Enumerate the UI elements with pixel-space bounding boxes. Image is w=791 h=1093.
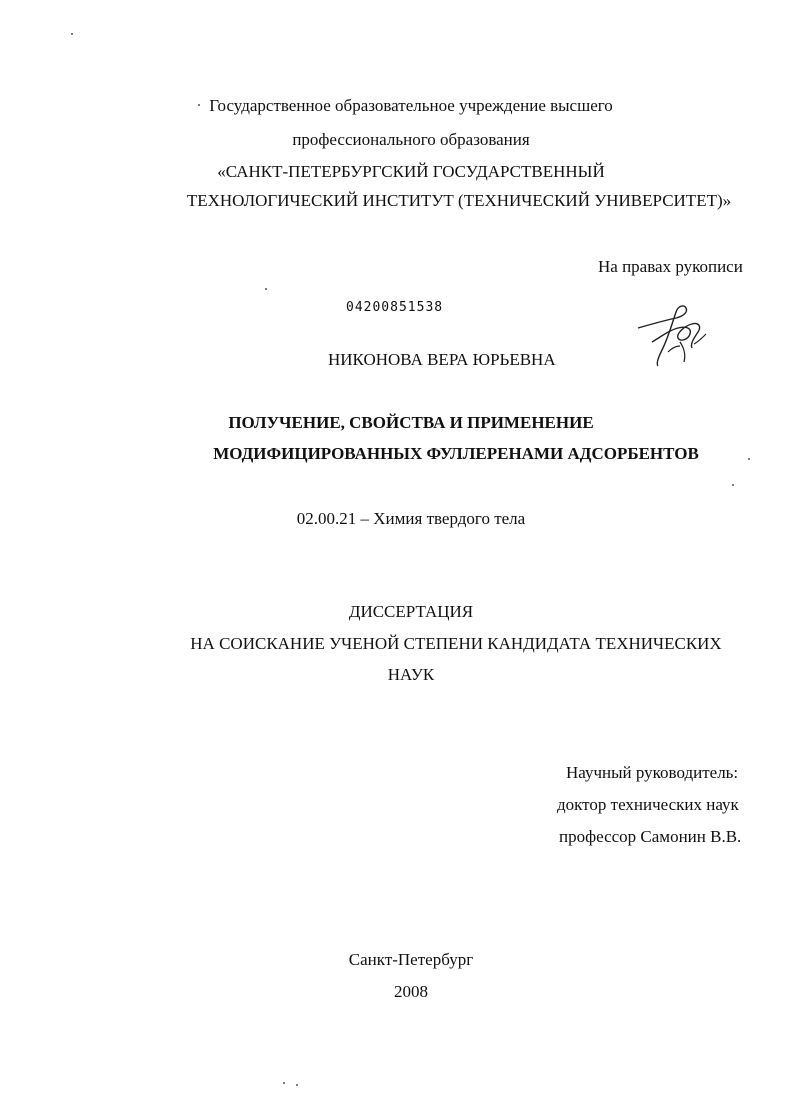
- institution-line-4: ТЕХНОЛОГИЧЕСКИЙ ИНСТИТУТ (ТЕХНИЧЕСКИЙ УНИВЕРСИТЕТ)»: [186, 191, 732, 210]
- author-name: НИКОНОВА ВЕРА ЮРЬЕВНА: [328, 350, 556, 369]
- institution-line-1: Государственное образовательное учреждение высшего: [209, 96, 613, 115]
- scan-speck: [265, 288, 267, 290]
- thesis-title-line-1: ПОЛУЧЕНИЕ, СВОЙСТВА И ПРИМЕНЕНИЕ: [228, 413, 594, 432]
- institution-line-3: «САНКТ-ПЕТЕРБУРГСКИЙ ГОСУДАРСТВЕННЫЙ: [217, 162, 605, 181]
- rights-note: На правах рукописи: [598, 257, 743, 276]
- thesis-title-line-2: МОДИФИЦИРОВАННЫХ ФУЛЛЕРЕНАМИ АДСОРБЕНТОВ: [213, 444, 699, 463]
- dissertation-line-1: ДИССЕРТАЦИЯ: [348, 602, 474, 621]
- specialty-code: 02.00.21 – Химия твердого тела: [296, 509, 526, 528]
- institution-line-2: профессионального образования: [292, 130, 530, 149]
- supervisor-name: профессор Самонин В.В.: [559, 827, 742, 846]
- scan-speck: [71, 33, 73, 35]
- dissertation-line-2: НА СОИСКАНИЕ УЧЕНОЙ СТЕПЕНИ КАНДИДАТА ТЕХНИЧЕСКИХ: [190, 634, 722, 653]
- supervisor-label: Научный руководитель:: [566, 763, 739, 782]
- scan-speck: [283, 1082, 285, 1084]
- footer-year: 2008: [394, 982, 428, 1001]
- dissertation-line-3: НАУК: [387, 665, 435, 684]
- handwritten-signature: [632, 298, 712, 370]
- scan-speck: [296, 1084, 298, 1086]
- catalog-number: 04200851538: [346, 300, 444, 315]
- scan-speck: [732, 484, 734, 486]
- footer-city: Санкт-Петербург: [348, 950, 474, 969]
- supervisor-degree: доктор технических наук: [557, 795, 739, 814]
